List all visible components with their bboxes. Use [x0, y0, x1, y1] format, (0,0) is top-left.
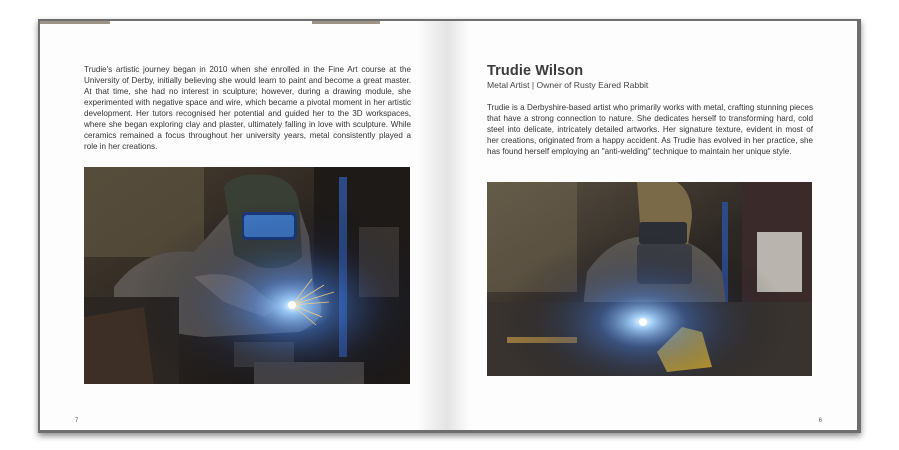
gutter-shadow	[417, 21, 447, 430]
right-page-body-text: Trudie is a Derbyshire-based artist who primarily works with metal, crafting stunning pieces that have a strong connection to nature. She dedicates herself to transforming hard, cold steel into delicate, intricately detailed artworks. Her signature texture, evident in most of her creations, originated from a happy accident. As Trudie has evolved in her practice, she has found herself employing an "anti-welding" technique to maintain her unique style.	[487, 103, 813, 156]
left-page	[40, 21, 447, 430]
welding-photo-left	[84, 167, 410, 384]
gutter-shadow	[447, 21, 469, 430]
top-strip	[40, 21, 110, 24]
welding-photo-icon	[84, 167, 410, 384]
top-strip	[312, 21, 380, 24]
page-number-left: 7	[75, 418, 79, 424]
photo-book-spread	[38, 19, 861, 433]
page-title: Trudie Wilson	[487, 63, 584, 79]
page-number-right: 6	[818, 418, 822, 424]
left-page-body-text: Trudie's artistic journey began in 2010 when she enrolled in the Fine Art course at the University of Derby, initially believing she would learn to paint and become a great master. At that time, she had no interest in sculpture; however, during a drawing module, she experimented with negative space and wire, which became a pivotal moment in her artistic development. Her tutors recognised her potential and guided her to the 3D workspaces, where she began exploring clay and plaster, ultimately falling in love with sculpture. While ceramics remained a focus throughout her university years, metal consistently played a role in her creations.	[84, 65, 411, 151]
right-page	[447, 21, 857, 430]
page-subtitle: Metal Artist | Owner of Rusty Eared Rabbit	[487, 80, 649, 90]
welding-photo-right	[487, 182, 812, 376]
welding-photo-icon	[487, 182, 812, 376]
